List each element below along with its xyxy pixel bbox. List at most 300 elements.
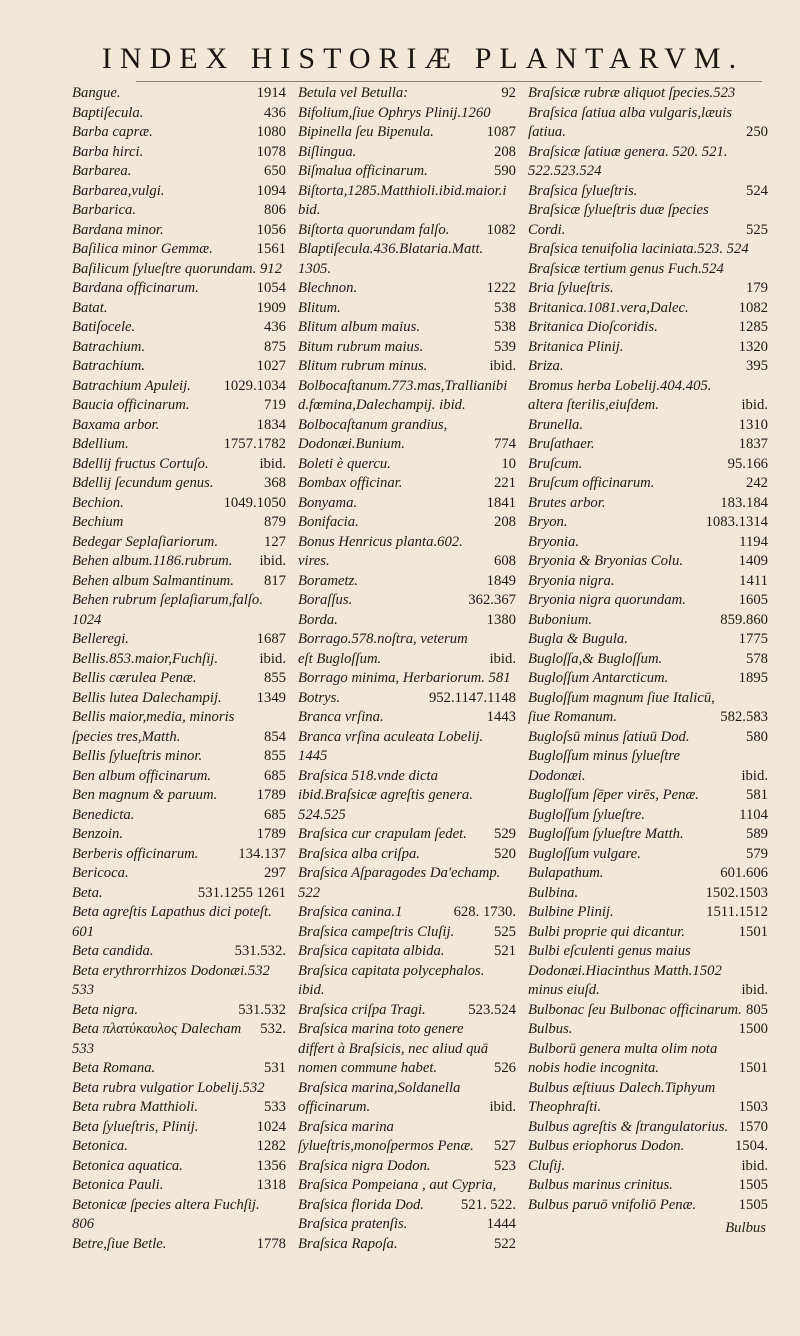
entry-page-ref: 582.583: [720, 709, 768, 725]
index-entry: [528, 260, 768, 280]
entry-page-ref: 1834: [256, 416, 286, 433]
index-entry: [72, 786, 286, 806]
index-entry: [528, 728, 768, 748]
entry-page-ref: 436: [263, 319, 286, 335]
entry-name: Biſmalua officinarum.: [298, 163, 428, 179]
index-entry: [528, 884, 768, 904]
index-entry: [298, 84, 516, 104]
entry-name: Biſtorta,1285.Matthioli.ibid.maior.ibid.: [298, 182, 507, 218]
index-entry: [298, 1215, 516, 1235]
index-entry: [528, 357, 768, 377]
entry-page-ref: 952.1147.1148: [428, 689, 516, 706]
index-entry: [298, 104, 516, 124]
index-entry: [72, 1059, 286, 1079]
index-entry: [298, 1196, 516, 1216]
index-entry: [528, 455, 768, 475]
index-entry: [298, 962, 516, 1001]
entry-name: Batrachium.: [72, 338, 146, 355]
index-entry: [72, 377, 286, 397]
index-entry: [298, 611, 516, 631]
entry-page-ref: 242: [745, 475, 768, 491]
entry-name: Beta candida.: [72, 943, 154, 959]
index-entry: [298, 182, 516, 221]
index-entry: [298, 903, 516, 923]
index-entry: [528, 591, 768, 611]
index-entry: [298, 1079, 516, 1118]
entry-page-ref: ibid.: [489, 650, 516, 667]
entry-page-ref: 879: [263, 514, 286, 530]
index-entry: [528, 338, 768, 358]
entry-page-ref: 527: [493, 1138, 516, 1154]
index-entry: [528, 825, 768, 845]
entry-page-ref: 601.606: [720, 865, 768, 881]
entry-name: Benzoin.: [72, 826, 123, 842]
entry-name: Bdellium.: [72, 436, 129, 452]
index-entry: [298, 591, 516, 611]
index-entry: [298, 338, 516, 358]
entry-page-ref: 1505: [738, 1177, 768, 1193]
index-entry: [528, 572, 768, 592]
entry-name: Bechion.: [72, 494, 124, 511]
index-entry: [298, 533, 516, 572]
entry-page-ref: 533: [263, 1099, 286, 1115]
entry-name: Braſsica tenuifolia laciniata.523. 524: [528, 241, 749, 257]
entry-name: Bruſathaer.: [528, 436, 595, 452]
entry-name: Borametz.: [298, 572, 358, 589]
index-entry: [72, 240, 286, 260]
index-entry: [72, 182, 286, 202]
entry-page-ref: 1087: [486, 124, 516, 140]
entry-page-ref: 526: [493, 1060, 516, 1076]
entry-page-ref: 1222: [486, 280, 516, 296]
entry-name: Betula vel Betulla:: [298, 85, 409, 101]
index-entry: [528, 513, 768, 533]
entry-name: Bugloſſum magnum ſiue Italicū, ſiue Romanum.: [528, 689, 719, 725]
entry-name: Berberis officinarum.: [72, 845, 199, 862]
entry-page-ref: 1194: [739, 533, 768, 550]
entry-name: Braſsicæ ſatiuæ genera. 520. 521. 522.523.524: [528, 143, 732, 179]
index-entry: [298, 845, 516, 865]
index-entry: [298, 513, 516, 533]
entry-name: Braſsica nigra Dodon.: [298, 1157, 431, 1174]
entry-name: Bryonia & Bryonias Colu.: [528, 553, 684, 569]
entry-name: Bedegar Seplaſiariorum.: [72, 533, 219, 550]
entry-name: Cluſij.: [528, 1157, 566, 1174]
entry-name: Braſsica Pompeiana , aut Cypria,: [298, 1177, 497, 1193]
entry-name: Bifolium,ſiue Ophrys Plinij.1260: [298, 104, 491, 121]
index-entry: [298, 942, 516, 962]
index-entry: [528, 942, 768, 1001]
entry-page-ref: 1310: [738, 416, 768, 433]
entry-page-ref: 1789: [256, 787, 286, 803]
entry-name: Bolbocaſtanum.773.mas,Trallianibid.fœmina,Dalechampij. ibid.: [298, 377, 508, 413]
entry-page-ref: 538: [493, 319, 516, 335]
entry-name: Belleregi.: [72, 631, 129, 647]
entry-name: Brutes arbor.: [528, 494, 606, 511]
index-entry: [72, 299, 286, 319]
index-entry: [528, 240, 768, 260]
index-entry: [298, 299, 516, 319]
index-entry: [72, 708, 286, 747]
entry-page-ref: 1409: [738, 553, 768, 569]
index-entry: [528, 1079, 768, 1118]
entry-name: Bulbus æſtiuus Dalech.Tiphyum Theophraſti.: [528, 1079, 719, 1115]
entry-name: Beta Romana.: [72, 1060, 156, 1076]
index-entry: [528, 747, 768, 786]
index-entry: [72, 1137, 286, 1157]
entry-page-ref: ibid.: [259, 553, 286, 569]
index-entry: [528, 903, 768, 923]
entry-page-ref: 1561: [256, 241, 286, 257]
index-entry: [528, 689, 768, 728]
entry-name: Braſsicæ tertium genus Fuch.524: [528, 260, 724, 277]
entry-name: Bruſcum.: [528, 455, 583, 472]
entry-name: Bulbus eriophorus Dodon.: [528, 1138, 685, 1154]
entry-name: Borda.: [298, 611, 338, 628]
entry-name: Borrago.578.noſtra, veterum eſt Bugloſſum.: [298, 631, 472, 667]
index-entry: [72, 396, 286, 416]
entry-page-ref: 436: [263, 104, 286, 121]
entry-name: Bugloſſum vulgare.: [528, 845, 641, 862]
entry-name: Braſsica cur crapulam ſedet.: [298, 826, 467, 842]
index-entry: [528, 182, 768, 202]
entry-page-ref: 1080: [256, 124, 286, 140]
entry-name: Bipinella ſeu Bipenula.: [298, 124, 434, 140]
entry-name: Behen rubrum ſeplaſiarum,falſo. 1024: [72, 592, 267, 628]
entry-page-ref: ibid.: [741, 982, 768, 998]
index-entry: [72, 962, 286, 1001]
index-entry: [298, 728, 516, 767]
index-entry: [72, 474, 286, 494]
entry-name: Ben album officinarum.: [72, 767, 212, 784]
index-entry: [72, 279, 286, 299]
entry-page-ref: 1502.1503: [705, 884, 768, 901]
entry-name: Batiſocele.: [72, 319, 136, 335]
index-entry: [72, 221, 286, 241]
index-entry: [72, 1020, 286, 1040]
entry-name: Bulbine Plinij.: [528, 904, 614, 920]
entry-page-ref: 854: [263, 728, 286, 745]
entry-page-ref: 134.137: [238, 845, 286, 862]
entry-page-ref: 685: [263, 767, 286, 784]
entry-page-ref: 1285: [738, 319, 768, 335]
index-entry: [298, 162, 516, 182]
entry-name: Bombax officinar.: [298, 475, 403, 491]
index-entry: [298, 1157, 516, 1177]
index-entry: [298, 689, 516, 709]
index-entry: [72, 669, 286, 689]
entry-page-ref: 1349: [256, 689, 286, 706]
entry-name: Braſsica capitata albida.: [298, 943, 445, 959]
entry-page-ref: 1895: [738, 670, 768, 686]
index-entry: [72, 104, 286, 124]
entry-name: Braſsica marina ſylueſtris,monoſpermos Penæ.: [298, 1118, 474, 1154]
entry-page-ref: 805: [745, 1001, 768, 1018]
entry-name: Batat.: [72, 299, 108, 316]
entry-name: Betonica aquatica.: [72, 1157, 183, 1174]
index-entry: [298, 240, 516, 279]
entry-page-ref: 524: [745, 182, 768, 199]
entry-name: Biſlingua.: [298, 143, 357, 160]
entry-page-ref: 522: [493, 1235, 516, 1252]
index-entry: [72, 513, 286, 533]
entry-name: Baucia officinarum.: [72, 397, 190, 413]
index-columns: [72, 84, 776, 1288]
index-entry: [298, 455, 516, 475]
index-entry: [72, 143, 286, 163]
entry-name: Bubonium.: [528, 611, 593, 628]
entry-name: Bromus herba Lobelij.404.405. altera ſterilis,eiuſdem.: [528, 377, 716, 413]
entry-page-ref: 1411: [739, 572, 768, 589]
entry-name: Bugloſſum Antarcticum.: [528, 670, 669, 686]
entry-page-ref: 1500: [738, 1021, 768, 1037]
index-entry: [298, 708, 516, 728]
entry-page-ref: 855: [263, 748, 286, 764]
index-entry: [528, 864, 768, 884]
index-entry: [72, 630, 286, 650]
entry-name: Boleti è quercu.: [298, 455, 391, 472]
index-entry: [72, 318, 286, 338]
entry-page-ref: 1501: [738, 1060, 768, 1076]
entry-name: Branca vrſina.: [298, 709, 384, 725]
entry-name: Beta nigra.: [72, 1001, 139, 1018]
index-entry: [528, 1001, 768, 1021]
entry-name: Bardana officinarum.: [72, 280, 199, 296]
entry-page-ref: 539: [493, 338, 516, 355]
index-entry: [298, 377, 516, 416]
index-entry: [528, 611, 768, 631]
index-entry: [72, 455, 286, 475]
index-entry: [528, 1137, 768, 1157]
index-entry: [298, 825, 516, 845]
index-entry: [298, 143, 516, 163]
entry-name: Bryonia.: [528, 533, 579, 550]
entry-name: Braſsica ſylueſtris.: [528, 182, 638, 199]
entry-page-ref: 1501: [738, 923, 768, 940]
entry-name: Betonicæ ſpecies altera Fuchſij. 806: [72, 1196, 264, 1232]
entry-name: Beta rubra Matthioli.: [72, 1099, 199, 1115]
entry-page-ref: 208: [493, 514, 516, 530]
entry-name: Bugloſſum ſēper virēs, Penæ.: [528, 787, 699, 803]
entry-name: Blitum album maius.: [298, 319, 420, 335]
index-entry: [298, 318, 516, 338]
index-entry: [528, 494, 768, 514]
entry-name: Bryonia nigra quorundam.: [528, 592, 686, 608]
entry-name: Bonyama.: [298, 494, 358, 511]
index-entry: [72, 338, 286, 358]
entry-page-ref: 179: [745, 280, 768, 296]
entry-page-ref: 1318: [256, 1177, 286, 1193]
entry-page-ref: 297: [263, 865, 286, 881]
entry-page-ref: 578: [745, 650, 768, 667]
entry-name: Ben magnum & paruum.: [72, 787, 218, 803]
entry-name: Beta ſylueſtris, Plinij.: [72, 1118, 199, 1135]
entry-page-ref: 1778: [256, 1235, 286, 1252]
index-entry: [528, 1196, 768, 1216]
index-entry: [298, 474, 516, 494]
entry-name: Blitum rubrum minus.: [298, 358, 428, 374]
entry-page-ref: ibid.: [741, 767, 768, 784]
entry-name: Baſilicum ſylueſtre quorundam. 912: [72, 260, 282, 277]
index-entry: [72, 1157, 286, 1177]
entry-page-ref: 1078: [256, 143, 286, 160]
entry-name: Bdellij fructus Cortuſo.: [72, 455, 209, 472]
index-entry: [72, 552, 286, 572]
index-entry: [72, 767, 286, 787]
entry-page-ref: 1024: [256, 1118, 286, 1135]
index-entry: [72, 1196, 286, 1235]
entry-name: Barbarea.: [72, 163, 132, 179]
entry-name: Bryonia nigra.: [528, 572, 615, 589]
entry-page-ref: 1687: [256, 631, 286, 647]
entry-name: Bdellij ſecundum genus.: [72, 475, 214, 491]
entry-name: Brunella.: [528, 416, 584, 433]
entry-page-ref: 221: [493, 475, 516, 491]
entry-page-ref: 525: [493, 923, 516, 940]
index-entry: [72, 84, 286, 104]
entry-page-ref: 523.524: [468, 1001, 516, 1018]
entry-page-ref: 579: [745, 845, 768, 862]
entry-name: Barba hirci.: [72, 143, 144, 160]
entry-page-ref: 1320: [738, 338, 768, 355]
title-rule: [136, 81, 762, 82]
entry-page-ref: 855: [263, 670, 286, 686]
entry-page-ref: 208: [493, 143, 516, 160]
entry-name: Bugloſſa,& Bugloſſum.: [528, 650, 663, 667]
entry-page-ref: ibid.: [489, 1099, 516, 1115]
index-entry: [528, 435, 768, 455]
entry-name: Barba capræ.: [72, 124, 153, 140]
index-entry: [72, 123, 286, 143]
entry-page-ref: 1056: [256, 221, 286, 238]
entry-page-ref: 1570: [738, 1118, 768, 1135]
entry-page-ref: 1094: [256, 182, 286, 199]
entry-page-ref: 719: [263, 397, 286, 413]
index-entry: [528, 806, 768, 826]
index-entry: [72, 1098, 286, 1118]
entry-page-ref: 1841: [486, 494, 516, 511]
index-entry: [528, 650, 768, 670]
catchword: Bulbus: [725, 1220, 766, 1236]
entry-name: Betonica Pauli.: [72, 1177, 164, 1193]
index-entry: [528, 1157, 768, 1177]
entry-page-ref: ibid.: [741, 397, 768, 413]
entry-page-ref: 590: [493, 163, 516, 179]
index-entry: [528, 533, 768, 553]
index-entry: [72, 650, 286, 670]
entry-name: Bugloſſum minus ſylueſtre Dodonæi.: [528, 748, 684, 784]
entry-page-ref: 362.367: [468, 592, 516, 608]
index-entry: [298, 279, 516, 299]
entry-name: Baſilica minor Gemmæ.: [72, 241, 213, 257]
entry-page-ref: 523: [493, 1157, 516, 1174]
entry-page-ref: 1027: [256, 358, 286, 374]
entry-page-ref: 608: [493, 553, 516, 569]
entry-page-ref: 1837: [738, 436, 768, 452]
index-entry: [528, 845, 768, 865]
entry-page-ref: ibid.: [741, 1157, 768, 1174]
index-entry: [298, 630, 516, 669]
entry-page-ref: 650: [263, 163, 286, 179]
entry-name: Baxama arbor.: [72, 416, 160, 433]
entry-name: Bardana minor.: [72, 221, 164, 238]
entry-name: Bechium: [72, 514, 124, 530]
index-entry: [528, 786, 768, 806]
entry-name: Bonifacia.: [298, 514, 359, 530]
entry-name: Betre,ſiue Betle.: [72, 1235, 167, 1252]
entry-name: Beta rubra vulgatior Lobelij.532: [72, 1079, 265, 1096]
index-entry: [72, 689, 286, 709]
index-entry: [72, 1118, 286, 1138]
index-entry: [72, 825, 286, 845]
index-entry: [72, 494, 286, 514]
entry-name: Bolbocaſtanum grandius, Dodonæi.Bunium.: [298, 416, 451, 452]
entry-name: Beta agreſtis Lapathus dici poteſt. 601: [72, 904, 276, 940]
entry-name: Bruſcum officinarum.: [528, 475, 655, 491]
entry-page-ref: 538: [493, 299, 516, 316]
entry-page-ref: 1504.: [734, 1138, 768, 1154]
entry-name: Braſsica marina,Soldanella officinarum.: [298, 1079, 465, 1115]
entry-name: Blechnon.: [298, 280, 358, 296]
entry-page-ref: 531: [263, 1060, 286, 1076]
index-entry: [528, 1040, 768, 1079]
entry-name: Braſsica ſatiua alba vulgaris,læuis ſatiua.: [528, 104, 736, 140]
index-entry: [298, 123, 516, 143]
entry-name: Blaptiſecula.436.Blataria.Matt. 1305.: [298, 241, 487, 277]
entry-name: Bonus Henricus planta.602. vires.: [298, 533, 467, 569]
index-entry: [72, 357, 286, 377]
entry-page-ref: 1775: [738, 631, 768, 647]
entry-name: Bulbus marinus crinitus.: [528, 1177, 673, 1193]
entry-name: Bellis lutea Dalechampij.: [72, 689, 222, 706]
index-entry: [298, 669, 516, 689]
entry-name: Batrachium Apuleij.: [72, 377, 191, 394]
entry-page-ref: 1083.1314: [705, 514, 768, 530]
index-entry: [528, 84, 768, 104]
index-entry: [528, 416, 768, 436]
entry-name: Braſsica Rapoſa.: [298, 1235, 398, 1252]
entry-name: Britanica Dioſcoridis.: [528, 319, 658, 335]
entry-page-ref: 1443: [486, 709, 516, 725]
index-entry: [72, 591, 286, 630]
index-entry: [528, 143, 768, 182]
entry-name: Braſsica florida Dod.: [298, 1196, 425, 1213]
index-entry: [72, 747, 286, 767]
index-entry: [298, 1001, 516, 1021]
entry-page-ref: 127: [263, 533, 286, 550]
entry-name: Bericoca.: [72, 865, 129, 881]
index-entry: [298, 416, 516, 455]
entry-name: Braſsica capitata polycephalos. ibid.: [298, 962, 489, 998]
entry-name: Bulbus paruō vnifoliō Penæ.: [528, 1196, 697, 1213]
entry-name: Bugloſſum ſylueſtre.: [528, 806, 645, 823]
index-entry: [528, 474, 768, 494]
entry-name: Braſsicæ ſylueſtris duæ ſpecies Cordi.: [528, 202, 713, 238]
entry-page-ref: 525: [745, 221, 768, 238]
entry-name: Bryon.: [528, 514, 568, 530]
index-entry: [72, 201, 286, 221]
index-entry: [72, 1176, 286, 1196]
entry-page-ref: 10: [501, 455, 516, 472]
entry-page-ref: 1282: [256, 1138, 286, 1154]
index-entry: [72, 533, 286, 553]
entry-name: Bitum rubrum maius.: [298, 338, 424, 355]
page-title: INDEX HISTORIÆ PLANTARVM.: [101, 42, 745, 75]
entry-name: Boraſſus.: [298, 592, 353, 608]
entry-name: Barbarica.: [72, 202, 137, 218]
entry-page-ref: 685: [263, 806, 286, 823]
entry-name: Behen album.1186.rubrum.: [72, 553, 233, 569]
